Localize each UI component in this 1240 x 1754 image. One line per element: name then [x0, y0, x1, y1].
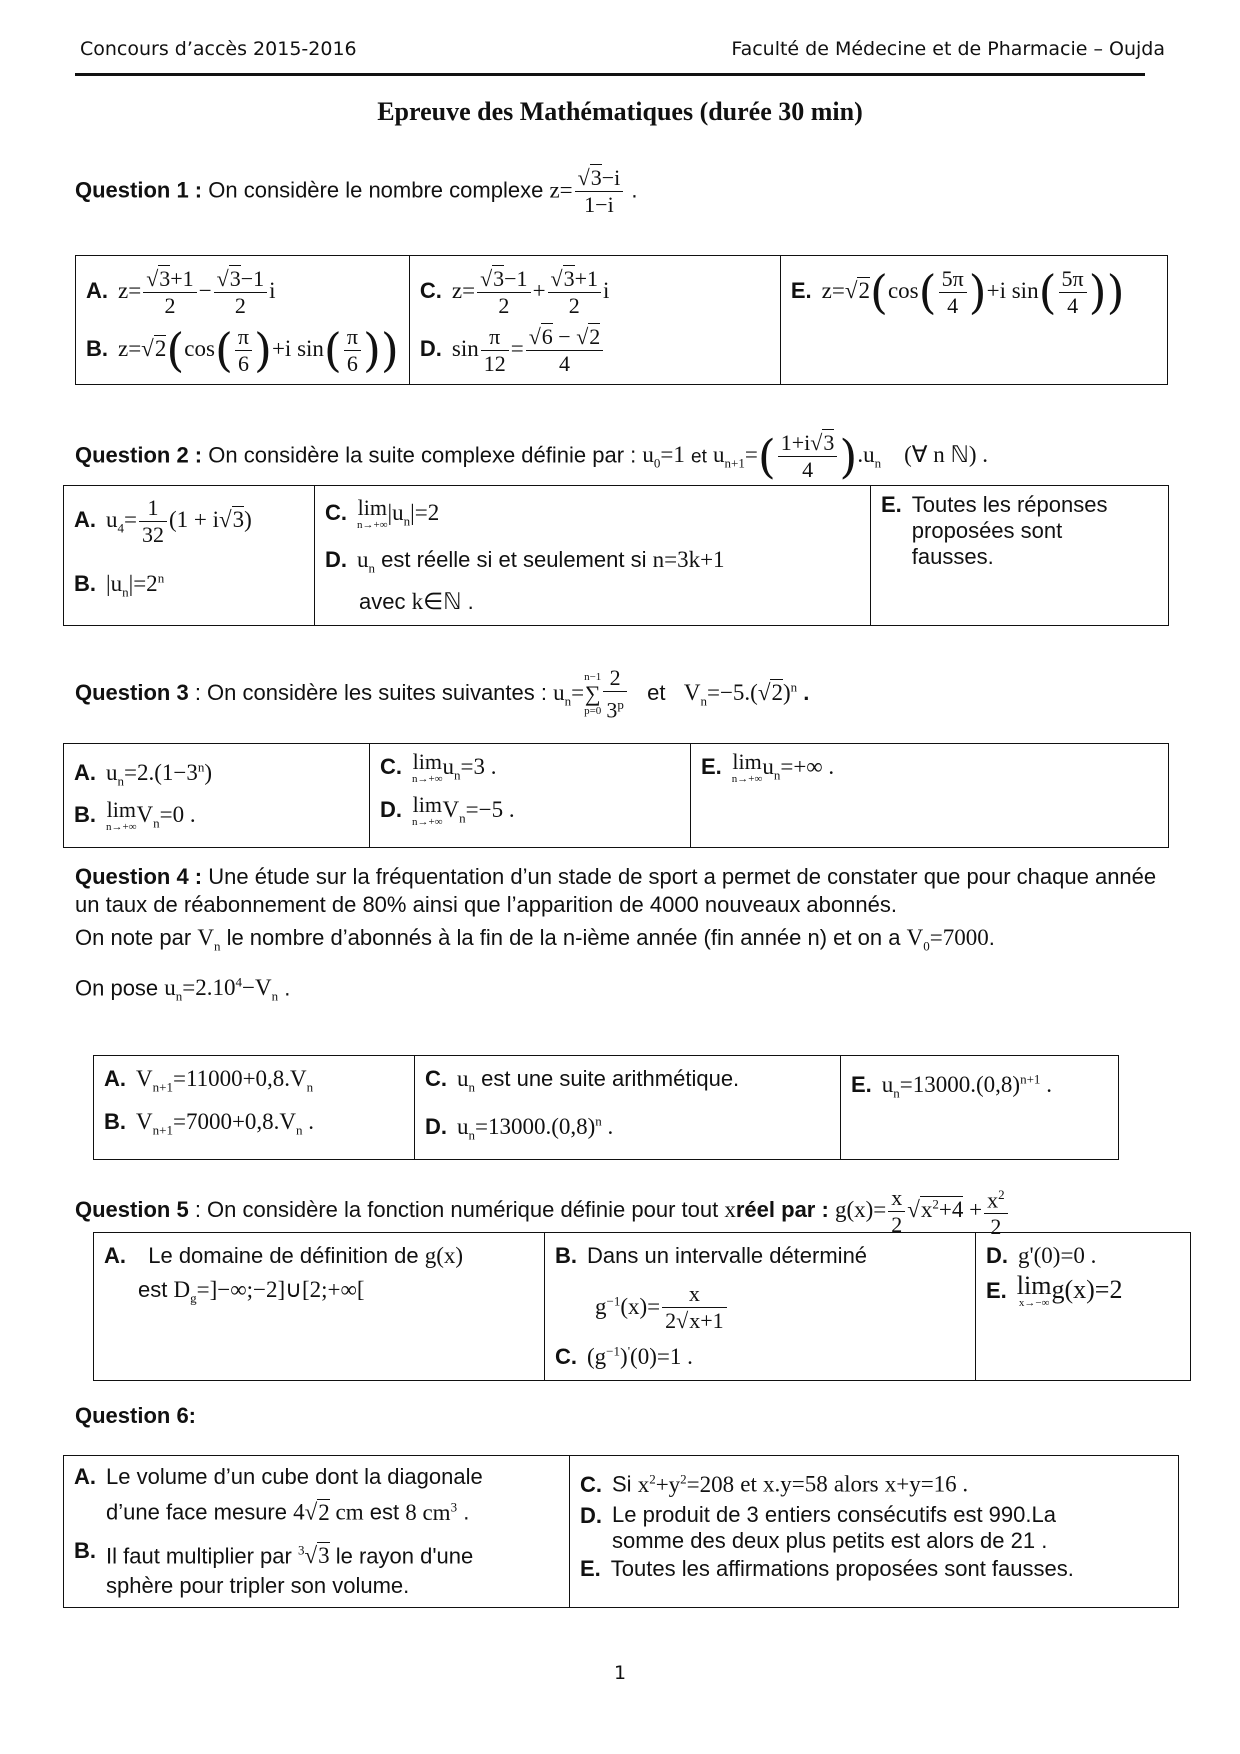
answer-q3-c[interactable]: C. lim n→+∞ $u_n=3$ . — [380, 749, 497, 786]
answers-q5 — [93, 1232, 1191, 1381]
answer-q2-a[interactable]: A. $u_4=$ $\frac{1}{32}$ (1 + i√3) — [74, 494, 252, 547]
answer-q1-d[interactable]: D. sin $\frac{\pi}{12}$ = $\frac{√6 - √2}{4}$ — [420, 320, 770, 378]
answer-q5-a[interactable]: A. Le domaine de définition de g(x) — [104, 1243, 464, 1268]
answer-q6-c[interactable]: C. Si $x^2+y^2=208$ et x.y=58 alors x+y=16 . — [580, 1471, 969, 1497]
question-3: Question 3 : On considère les suites suivantes : $u_n=$ n−1 ∑ p=0 $\frac{2}{3^p}$ et $V_n=-5.(√2)^n$ . — [75, 665, 810, 723]
answer-q1-a[interactable]: A. z= $\frac{√3+1}{2}$ − $\frac{√3-1}{2}$ i — [86, 265, 276, 318]
answer-cell-q4-ab — [94, 1056, 415, 1160]
question-2: Question 2 : On considère la suite complexe définie par : $u_0=1$ et $u_{n+1}=$( $\frac{1+i√3}{4}$ )$.u_n$ (∀ n ℕ) . — [75, 429, 989, 484]
answer-q3-a[interactable]: A. $u_n=2.(1-3^n)$ — [74, 759, 213, 789]
page-title: Epreuve des Mathématiques (durée 30 min) — [377, 97, 863, 126]
answer-q1-b[interactable]: B. z=√2(cos( $\frac{\pi}{6}$ )+i sin( $\frac{\pi}{6}$ )) — [86, 323, 399, 378]
answer-cell-q1-cd — [409, 256, 780, 385]
answer-q6-b[interactable]: B. Il faut multiplier par $^3$√3 le rayon d'une sphère pour tripler son volume. — [74, 1537, 474, 1599]
question-4-line3: On pose $u_n=2.10^4-V_n$ . — [75, 974, 291, 1004]
answer-cell-q3-cd — [370, 744, 691, 848]
answers-q6 — [63, 1455, 1179, 1608]
question-5: Question 5 : On considère la fonction numérique définie pour tout xréel par : g(x)= $\frac{x}{2}$ $√x^2+4$ + $\frac{x^2}{2}$ — [75, 1182, 1010, 1240]
answer-q6-d[interactable]: D. Le produit de 3 entiers consécutifs est 990.La somme des deux plus petits est alors de 21 . — [580, 1501, 1056, 1553]
answer-cell-q6-ab — [64, 1456, 570, 1608]
question-6-label: Question 6: — [75, 1403, 197, 1428]
answers-q2 — [63, 485, 1169, 626]
answer-q3-e[interactable]: E. lim n→+∞ $u_n=+\infty$ . — [701, 749, 835, 786]
answer-cell-q3-e — [691, 744, 1169, 848]
answer-cell-q4-e — [841, 1056, 1119, 1160]
header-left: Concours d’accès 2015-2016 — [80, 38, 357, 60]
answer-cell-q2-cd — [315, 486, 871, 626]
question-3-text: : On considère les suites suivantes : — [194, 679, 547, 705]
header-right: Faculté de Médecine et de Pharmacie – Oujda — [731, 38, 1165, 60]
question-4-text1: Une étude sur la fréquentation d’un stade de sport a permet de constater que pour chaque année un taux de réabonnement de 80% ainsi que l’apparition de 4000 nouveaux abonnés. — [75, 864, 1157, 917]
question-4 — [75, 863, 1165, 1016]
question-6 — [75, 1402, 196, 1430]
answer-q5-a-cont: est $D_g=]-\infty;-2]\cup[2;+\infty$[ — [138, 1277, 365, 1306]
answer-cell-q5-de — [976, 1233, 1191, 1381]
answer-q5-b[interactable]: B. Dans un intervalle déterminé — [555, 1243, 868, 1268]
answer-q5-d[interactable]: D. g'(0)=0 . — [986, 1243, 1097, 1268]
question-1-label: Question 1 : — [75, 177, 203, 203]
question-1: Question 1 : On considère le nombre complexe z= $\frac{√3-i}{1-i}$ . — [75, 165, 638, 217]
question-2-text: On considère la suite complexe définie par : — [208, 442, 637, 468]
answer-cell-q2-ab — [64, 486, 315, 626]
answer-q1-e[interactable]: E. z=√2(cos( $\frac{5\pi}{4}$ )+i sin( $\frac{5\pi}{4}$ )) — [790, 265, 1125, 320]
answer-cell-q2-e — [871, 486, 1169, 626]
question-4-label: Question 4 : — [75, 864, 203, 889]
answer-q3-d[interactable]: D. lim n→+∞ $V_n=-5$ . — [380, 791, 515, 828]
question-2-label: Question 2 : — [75, 442, 203, 468]
answer-cell-q6-cde — [570, 1456, 1179, 1608]
answer-cell-q1-ab — [76, 256, 410, 385]
answer-q4-c[interactable]: C. $u_n$ est une suite arithmétique. — [425, 1066, 740, 1095]
answer-q4-a[interactable]: A. $V_{n+1}=11000+0,8.V_n$ — [104, 1066, 314, 1095]
answer-q6-a[interactable]: A. Le volume d’un cube dont la diagonale d’une face mesure 4√2 cm est 8 $cm^3$ . — [74, 1464, 483, 1525]
answer-q2-b[interactable]: B. $|u_n|=2^n$ — [74, 570, 165, 600]
question-1-fraction: $\frac{√3-i}{1-i}$ — [575, 165, 624, 218]
question-3-label: Question 3 — [75, 679, 189, 705]
answers-q1 — [75, 255, 1168, 385]
answer-q2-c[interactable]: C. lim n→+∞ $|u_n|=2$ — [325, 495, 440, 532]
answer-q5-b-formula: $g^{-1}(x)=$ $\frac{x}{2√x+1}$ — [555, 1273, 965, 1335]
answer-cell-q5-a — [94, 1233, 545, 1381]
answer-q2-d-cont: avec k∈ℕ . — [359, 589, 474, 615]
answer-q4-e[interactable]: E. $u_n=13000.(0,8)^{n+1}$ . — [851, 1071, 1052, 1101]
answer-q4-d[interactable]: D. $u_n=13000.(0,8)^n$ . — [425, 1113, 614, 1143]
answers-q3 — [63, 743, 1169, 848]
answer-cell-q1-e — [780, 256, 1167, 385]
question-5-label: Question 5 — [75, 1196, 189, 1222]
answer-cell-q4-cd — [415, 1056, 841, 1160]
answer-q2-e[interactable]: E. Toutes les réponses proposées sont fausses. — [881, 492, 1108, 569]
header-rule — [75, 73, 1145, 76]
answer-q1-c[interactable]: C. z= $\frac{√3-1}{2}$ + $\frac{√3+1}{2}$ i — [419, 265, 610, 318]
answer-q2-d[interactable]: D. $u_n$ est réelle si et seulement si n=3k+1 — [325, 546, 725, 576]
question-1-text: On considère le nombre complexe — [208, 177, 544, 203]
answer-q5-c[interactable]: C. $(g^{-1})'(0)=1$ . — [555, 1343, 693, 1370]
answer-q5-e[interactable]: E. lim x→−∞ g(x)=2 — [986, 1271, 1123, 1310]
answer-q4-b[interactable]: B. $V_{n+1}=7000+0,8.V_n$ . — [104, 1108, 315, 1138]
page-number: 1 — [613, 1662, 627, 1684]
answer-q6-e[interactable]: E. Toutes les affirmations proposées sont fausses. — [580, 1555, 1074, 1581]
answer-cell-q5-bc — [545, 1233, 976, 1381]
question-5-text: : On considère la fonction numérique définie pour tout — [194, 1196, 719, 1222]
answer-q3-b[interactable]: B. lim n→+∞ $V_n=0$ . — [74, 797, 196, 834]
question-4-line2: On note par $V_n$ le nombre d’abonnés à la fin de la n-ième année (fin année n) et on a $V_0=7000$. — [75, 925, 995, 954]
answer-cell-q3-ab — [64, 744, 370, 848]
answers-q4 — [93, 1055, 1119, 1160]
